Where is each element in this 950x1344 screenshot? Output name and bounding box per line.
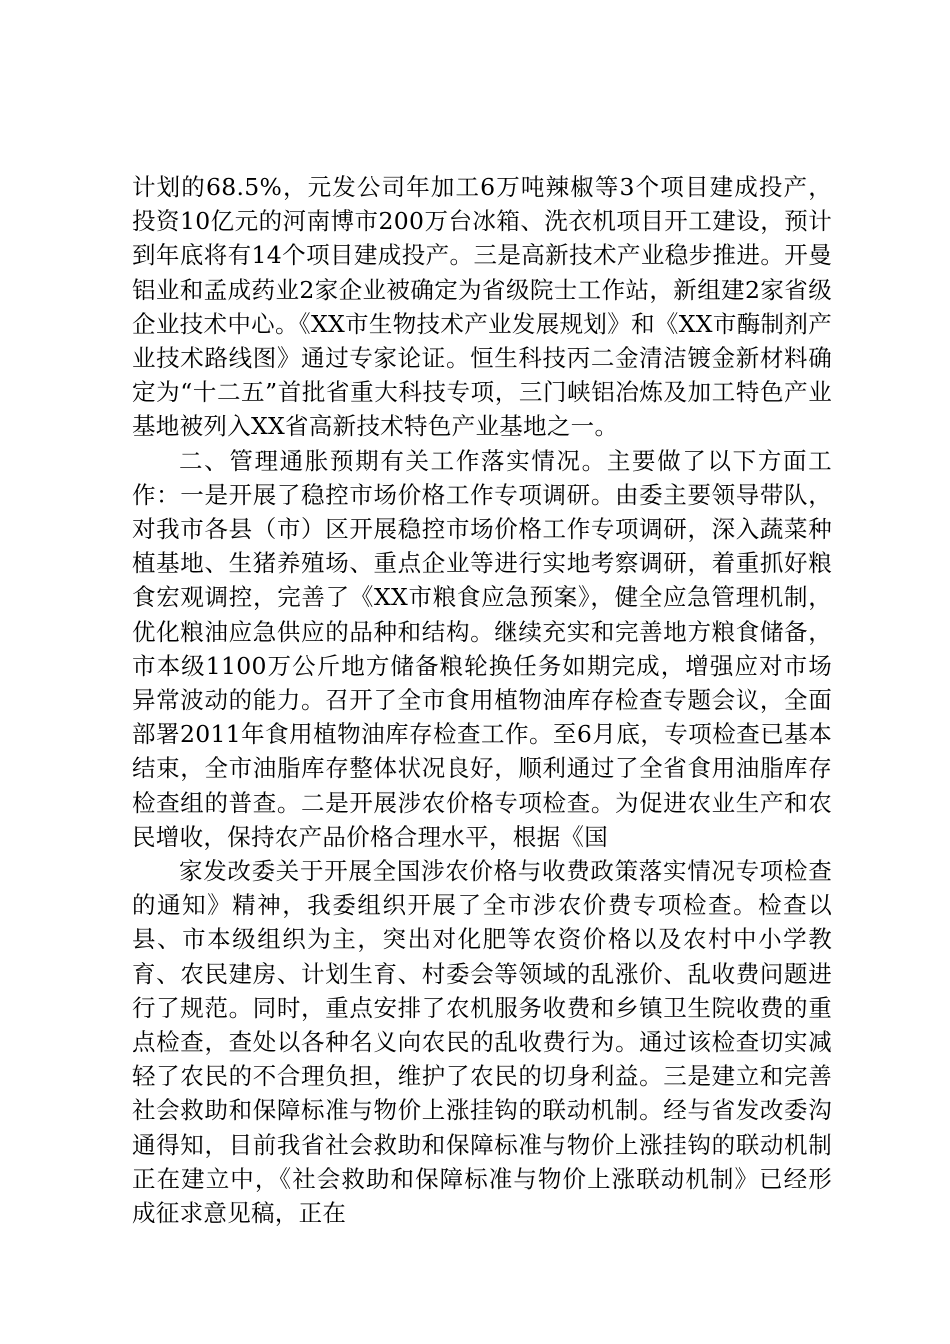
paragraph-2: 二、管理通胀预期有关工作落实情况。主要做了以下方面工作：一是开展了稳控市场价格工作专项调研。由委主要领导带队，对我市各县（市）区开展稳控市场价格工作专项调研，深入蔬菜种植基地、生猪养殖场、重点企业等进行实地考察调研，着重抓好粮食宏观调控，完善了《XX市粮食应急预案》，健全应急管理机制，优化粮油应急供应的品种和结构。继续充实和完善地方粮食储备，市本级1100万公斤地方储备粮轮换任务如期完成，增强应对市场异常波动的能力。召开了全市食用植物油库存检查专题会议，全面部署2011年食用植物油库存检查工作。至6月底，专项检查已基本结束，全市油脂库存整体状况良好，顺利通过了全省食用油脂库存检查组的普查。二是开展涉农价格专项检查。为促进农业生产和农民增收，保持农产品价格合理水平，根据《国 bbox=[132, 446, 832, 851]
paragraph-3: 家发改委关于开展全国涉农价格与收费政策落实情况专项检查的通知》精神，我委组织开展了全市涉农价费专项检查。检查以县、市本级组织为主，突出对化肥等农资价格以及农村中小学教育、农民建房、计划生育、村委会等领域的乱涨价、乱收费问题进行了规范。同时，重点安排了农机服务收费和乡镇卫生院收费的重点检查，查处以各种名义向农民的乱收费行为。通过该检查切实减轻了农民的不合理负担，维护了农民的切身利益。三是建立和完善社会救助和保障标准与物价上涨挂钩的联动机制。经与省发改委沟通得知，目前我省社会救助和保障标准与物价上涨挂钩的联动机制正在建立中，《社会救助和保障标准与物价上涨联动机制》已经形成征求意见稿，正在 bbox=[132, 857, 832, 1228]
document-body bbox=[132, 170, 832, 1230]
paragraph-1: 计划的68.5%，元发公司年加工6万吨辣椒等3个项目建成投产，投资10亿元的河南博市200万台冰箱、洗衣机项目开工建设，预计到年底将有14个项目建成投产。三是高新技术产业稳步推进。开曼铝业和孟成药业2家企业被确定为省级院士工作站，新组建2家省级企业技术中心。《XX市生物技术产业发展规划》和《XX市酶制剂产业技术路线图》通过专家论证。恒生科技丙二金清洁镀金新材料确定为“十二五”首批省重大科技专项，三门峡铝冶炼及加工特色产业基地被列入XX省高新技术特色产业基地之一。 bbox=[132, 173, 832, 441]
